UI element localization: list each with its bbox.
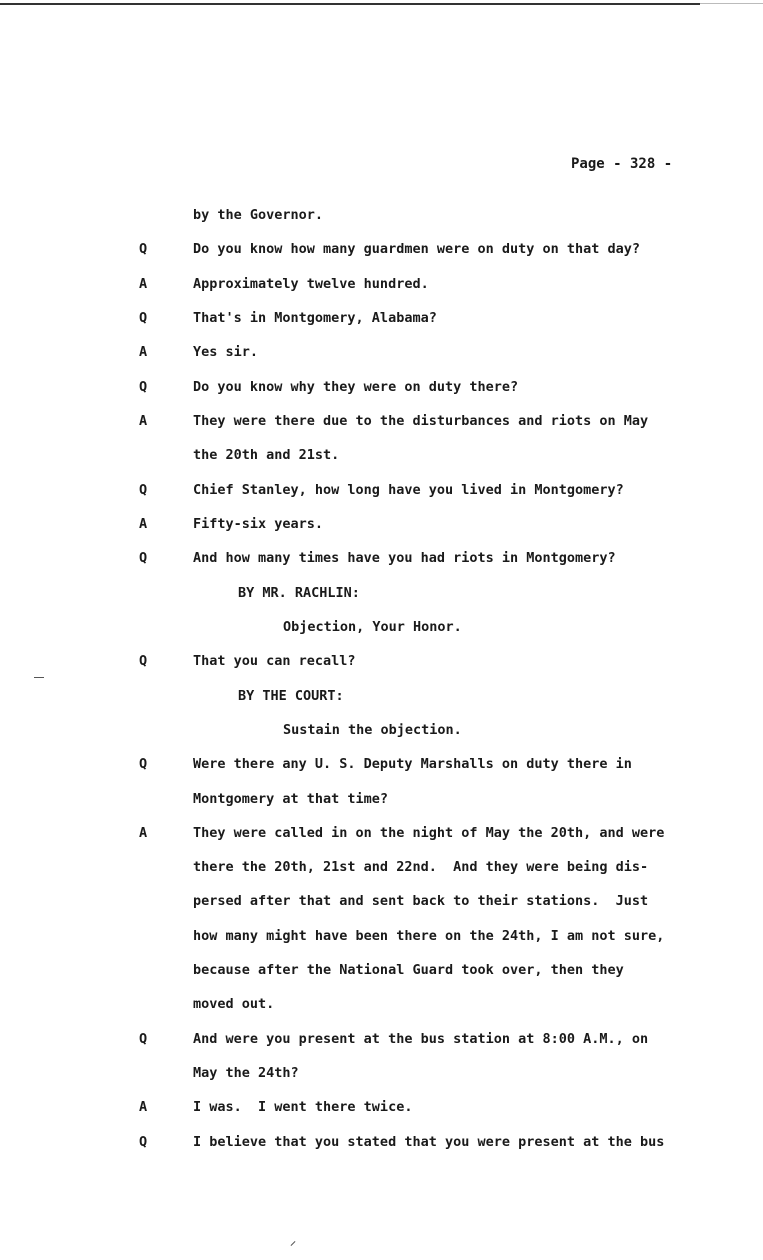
- speaker-label: Q: [139, 379, 148, 395]
- transcript-line: because after the National Guard took over, then they: [193, 962, 624, 978]
- ruling-line: Sustain the objection.: [283, 722, 462, 738]
- transcript-line: That's in Montgomery, Alabama?: [193, 310, 437, 326]
- transcript-line: Chief Stanley, how long have you lived in Montgomery?: [193, 482, 624, 498]
- speaker-label: Q: [139, 482, 148, 498]
- transcript-line: They were there due to the disturbances and riots on May: [193, 413, 649, 429]
- transcript-line: I believe that you stated that you were present at the bus: [193, 1134, 665, 1150]
- speaker-label: A: [139, 344, 148, 360]
- page-number: Page - 328 -: [571, 156, 673, 172]
- speaker-label: Q: [139, 653, 148, 669]
- transcript-line: how many might have been there on the 24th, I am not sure,: [193, 928, 665, 944]
- speaker-label: A: [139, 276, 148, 292]
- transcript-line: Do you know how many guardmen were on duty on that day?: [193, 241, 641, 257]
- speaker-label: Q: [139, 310, 148, 326]
- attorney-heading: BY MR. RACHLIN:: [238, 585, 360, 601]
- transcript-line: They were called in on the night of May the 20th, and were: [193, 825, 665, 841]
- transcript-line: May the 24th?: [193, 1065, 299, 1081]
- court-heading: BY THE COURT:: [238, 688, 344, 704]
- transcript-line: And were you present at the bus station at 8:00 A.M., on: [193, 1031, 649, 1047]
- transcript-line: That you can recall?: [193, 653, 356, 669]
- speaker-label: A: [139, 516, 148, 532]
- transcript-line: I was. I went there twice.: [193, 1099, 413, 1115]
- transcript-line: persed after that and sent back to their stations. Just: [193, 893, 649, 909]
- transcript-line: the 20th and 21st.: [193, 447, 340, 463]
- speaker-label: A: [139, 825, 148, 841]
- margin-mark: [34, 677, 44, 678]
- objection-line: Objection, Your Honor.: [283, 619, 462, 635]
- transcript-line: Approximately twelve hundred.: [193, 276, 429, 292]
- speaker-label: Q: [139, 550, 148, 566]
- transcript-line: moved out.: [193, 996, 275, 1012]
- speaker-label: Q: [139, 241, 148, 257]
- foot-mark: [291, 1241, 296, 1246]
- transcript-line: there the 20th, 21st and 22nd. And they were being dis-: [193, 859, 649, 875]
- transcript-line: Montgomery at that time?: [193, 791, 389, 807]
- top-rule-faint: [700, 3, 763, 4]
- speaker-label: A: [139, 1099, 148, 1115]
- speaker-label: Q: [139, 756, 148, 772]
- speaker-label: Q: [139, 1031, 148, 1047]
- transcript-line: And how many times have you had riots in Montgomery?: [193, 550, 616, 566]
- transcript-line: by the Governor.: [193, 207, 324, 223]
- speaker-label: Q: [139, 1134, 148, 1150]
- transcript-line: Yes sir.: [193, 344, 259, 360]
- transcript-line: Were there any U. S. Deputy Marshalls on duty there in: [193, 756, 632, 772]
- top-rule: [0, 3, 700, 5]
- transcript-line: Do you know why they were on duty there?: [193, 379, 519, 395]
- transcript-line: Fifty-six years.: [193, 516, 324, 532]
- speaker-label: A: [139, 413, 148, 429]
